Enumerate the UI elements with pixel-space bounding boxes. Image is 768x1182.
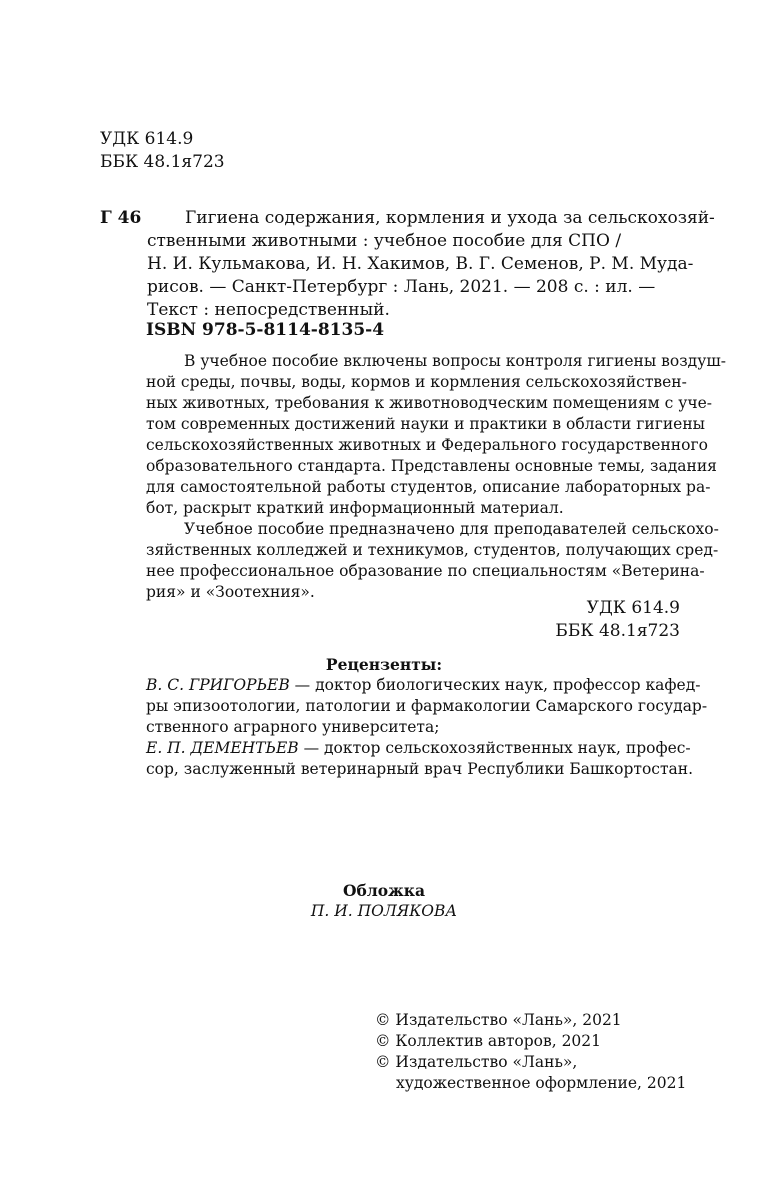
- catalog-record: [147, 207, 715, 322]
- udk-code: УДК 614.9: [586, 598, 680, 618]
- bbk-code: ББК 48.1я723: [555, 621, 680, 641]
- abstract: [146, 351, 726, 603]
- abstract-line: рия» и «Зоотехния».: [146, 583, 315, 601]
- catalog-line: Н. И. Кульмакова, И. Н. Хакимов, В. Г. Семенов, Р. М. Муда-: [147, 254, 694, 274]
- bbk-code: ББК 48.1я723: [100, 152, 225, 172]
- classification-top: [100, 128, 225, 174]
- abstract-line: нее профессиональное образование по специальностям «Ветерина-: [146, 562, 705, 580]
- abstract-line: образовательного стандарта. Представлены основные темы, задания: [146, 457, 717, 475]
- abstract-line: ной среды, почвы, воды, кормов и кормления сельскохозяйствен-: [146, 373, 687, 391]
- classification-right: [555, 597, 680, 643]
- reviewer-1-line: ственного аграрного университета;: [146, 718, 440, 736]
- abstract-line: зяйственных колледжей и техникумов, студентов, получающих сред-: [146, 541, 719, 559]
- catalog-line: Текст : непосредственный.: [147, 300, 390, 320]
- abstract-line: для самостоятельной работы студентов, описание лабораторных ра-: [146, 478, 711, 496]
- reviewer-2-line: сор, заслуженный ветеринарный врач Республики Башкортостан.: [146, 760, 694, 778]
- reviewer-1-line: [146, 675, 701, 696]
- catalog-line: рисов. — Санкт-Петербург : Лань, 2021. — 208 с. : ил. —: [147, 277, 656, 297]
- catalog-line: Гигиена содержания, кормления и ухода за сельскохозяй-: [185, 208, 715, 228]
- abstract-line: том современных достижений науки и практики в области гигиены: [146, 415, 706, 433]
- reviewer-1-desc: — доктор биологических наук, профессор кафед-: [289, 676, 701, 694]
- reviewer-2-desc: — доктор сельскохозяйственных наук, профес-: [298, 739, 691, 757]
- copyright-line: © Издательство «Лань», 2021: [375, 1011, 622, 1029]
- copyright-line: художественное оформление, 2021: [396, 1074, 687, 1092]
- reviewer-1-line: ры эпизоотологии, патологии и фармакологии Самарского государ-: [146, 697, 708, 715]
- reviewer-2-line: [146, 738, 691, 759]
- abstract-line: В учебное пособие включены вопросы контроля гигиены воздуш-: [184, 352, 726, 370]
- copyright-line: © Издательство «Лань»,: [375, 1053, 578, 1071]
- isbn: ISBN 978-5-8114-8135-4: [146, 320, 385, 340]
- reviewer-1-name: В. С. ГРИГОРЬЕВ: [146, 676, 290, 694]
- udk-code: УДК 614.9: [100, 129, 194, 149]
- reviewers-list: [146, 675, 708, 780]
- abstract-line: Учебное пособие предназначено для преподавателей сельскохо-: [184, 520, 719, 538]
- abstract-line: ных животных, требования к животноводческим помещениям с уче-: [146, 394, 712, 412]
- cover-author: П. И. ПОЛЯКОВА: [310, 902, 458, 920]
- copyright-notices: [375, 1010, 686, 1094]
- catalog-line: ственными животными : учебное пособие для СПО /: [147, 231, 622, 251]
- reviewer-2-name: Е. П. ДЕМЕНТЬЕВ: [146, 739, 299, 757]
- reviewers-title: Рецензенты:: [325, 655, 443, 674]
- copyright-line: © Коллектив авторов, 2021: [375, 1032, 602, 1050]
- abstract-line: сельскохозяйственных животных и Федерального государственного: [146, 436, 708, 454]
- cover-title: Обложка: [343, 881, 425, 900]
- author-sign: Г 46: [100, 208, 142, 228]
- abstract-line: бот, раскрыт краткий информационный материал.: [146, 499, 564, 517]
